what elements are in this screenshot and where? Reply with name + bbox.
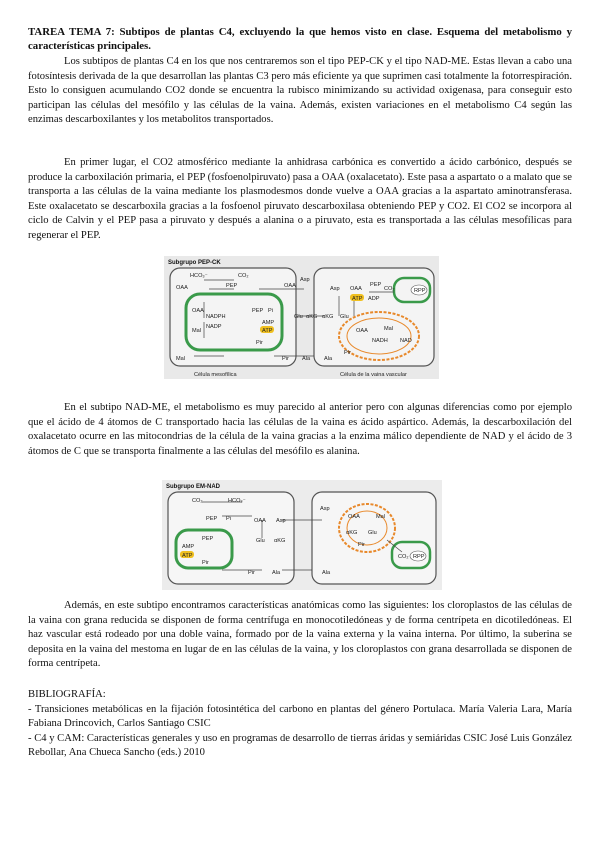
label-oaa-mito-2: OAA	[348, 514, 360, 520]
label-asp-2: Asp	[276, 518, 286, 524]
nadme-diagram-svg	[162, 480, 442, 590]
label-atp: ATP	[262, 328, 273, 334]
bibliography-heading: BIBLIOGRAFÍA:	[28, 689, 106, 700]
label-mal-mito: Mal	[384, 326, 394, 332]
label-asp: Asp	[300, 277, 310, 283]
diagram-heading: Subgrupo PEP-CK	[168, 260, 221, 266]
bibliography-entry: - Transiciones metabólicas en la fijación fotosintética del carbono en plantas del género Portulaca. María Valeria Lara, María Fabiana Drincovich, Carlos Santiago CSIC	[28, 703, 572, 730]
label-ala-bs-2: Ala	[322, 570, 331, 576]
pepck-diagram	[164, 256, 439, 379]
label-glu-bs: Glu	[340, 314, 349, 320]
bibliography	[28, 688, 572, 761]
label-nad: NAD	[400, 338, 412, 344]
label-ala-2: Ala	[272, 570, 281, 576]
bundle-sheath-cell-2	[312, 492, 436, 584]
label-oaa: OAA	[176, 285, 188, 291]
label-oaa-2b: OAA	[254, 518, 266, 524]
label-pep-chl-2: PEP	[202, 536, 214, 542]
label-atp-bs: ATP	[352, 296, 363, 302]
label-pi: Pi	[268, 308, 273, 314]
label-pir-2: Pir	[282, 356, 289, 362]
caption-sheath: Célula de la vaina vascular	[340, 372, 407, 378]
paragraph-intro: Los subtipos de plantas C4 en los que nos centraremos son el tipo PEP-CK y el tipo NAD-ME. Estas llevan a cabo una fotosíntesis derivada de la que desarrollan las plantas C3 pero más eficiente ya que suprimen casi totalmente la fotorrespiración. Esto lo consiguen acumulando CO2 donde se encuentra la rubisco minimizando su actividad oxigenasa, para conseguir esto participan las células del mesófilo y las células de la vaina. Además, existen variaciones en el metabolismo C4 según las enzimas descarboxilantes y los metabolitos transportados.	[28, 56, 572, 126]
label-oaa-2: OAA	[284, 283, 296, 289]
label-glu: Glu	[294, 314, 303, 320]
label-oaa-mito: OAA	[356, 328, 368, 334]
bibliography-entry: - C4 y CAM: Características generales y uso en programas de desarrollo de tierras áridas y semiáridas CSIC José Luis González Rebollar, Ana Chueca Sancho (eds.) 2010	[28, 732, 572, 759]
paragraph-pepck: En primer lugar, el CO2 atmosférico mediante la anhidrasa carbónica es convertido a ácido carbónico, después se produce la carboxilación primaria, el PEP (fosfoenolpiruvato) pasa a OAA (oxalacetato). Este pasa a aspartato o a malato que se transporta a las células de la vaina mediante los plasmodesmos donde vuelve a OAA gracias a la aspartato aminotransferasa. Este oxalacetato se descarboxila gracias a la fosfoenol piruvato descarboxilasa obteniendo PEP y CO2. El CO2 se incorpora al ciclo de Calvin y el PEP pasa a piruvato y después a alanina o a piruvato, esta es transportada a las células mesofílicas para regenerar el PEP.	[28, 157, 572, 241]
label-glu-2: Glu	[256, 538, 265, 544]
label-amp-2: AMP	[182, 544, 195, 550]
label-pep: PEP	[226, 283, 238, 289]
label-nadp: NADP	[206, 324, 222, 330]
label-ala-bs: Ala	[324, 356, 333, 362]
label-co2-2: CO₂	[192, 498, 203, 504]
label-pir-chl-2: Pir	[202, 560, 209, 566]
label-atp-2: ATP	[182, 553, 193, 559]
label-nadh: NADH	[372, 338, 388, 344]
label-pir-2b: Pir	[248, 570, 255, 576]
label-co2-bs-2: CO₂	[398, 554, 409, 560]
label-co2: CO₂	[238, 273, 249, 279]
label-asp-bs-2: Asp	[320, 506, 330, 512]
label-oaa-chl: OAA	[192, 308, 204, 314]
label-adp: ADP	[368, 296, 380, 302]
label-mal-mito-2: Mal	[376, 514, 386, 520]
caption-mesophyll: Célula mesofílica	[194, 372, 237, 378]
label-pep-bs: PEP	[370, 282, 382, 288]
label-pi-2: Pi	[226, 516, 231, 522]
label-pep-2: PEP	[206, 516, 218, 522]
label-pir-mito-2: Pir	[358, 542, 365, 548]
label-glu-bs-2: Glu	[368, 530, 377, 536]
label-pep-chl: PEP	[252, 308, 264, 314]
pepck-diagram-svg	[164, 256, 439, 379]
label-akg-2: αKG	[274, 538, 286, 544]
paragraph-nadme: En el subtipo NAD-ME, el metabolismo es muy parecido al anterior pero con algunas diferencias como por ejemplo que el ácido de 4 átomos de C transportado hacia las células de la vaina es ácido aspártico. Además, la descarboxilación del oxalacetato ocurre en las mitocondrias de la célula de la vaina gracias a la enzima málico dependiente de NAD y el ácido de 3 átomos de C que se transporta finalmente a las células del mesófilo es alanina.	[28, 402, 572, 457]
label-hco3: HCO₃⁻	[190, 273, 208, 279]
label-akg-bs-2: αKG	[346, 530, 358, 536]
label-ala: Ala	[302, 356, 311, 362]
label-oaa-bs: OAA	[350, 286, 362, 292]
label-rpp: RPP	[414, 288, 426, 294]
document-title: TAREA TEMA 7: Subtipos de plantas C4, excluyendo la que hemos visto en clase. Esquema del metabolismo y características principales.	[28, 26, 572, 52]
label-co2-bs: CO₂	[384, 286, 395, 292]
label-akg-bs: αKG	[322, 314, 334, 320]
label-mal: Mal	[192, 328, 202, 334]
label-asp-bs: Asp	[330, 286, 340, 292]
label-pir-mito: Pir	[344, 350, 351, 356]
label-amp: AMP	[262, 320, 275, 326]
paragraph-anatomy: Además, en este subtipo encontramos características anatómicas como las siguientes: los cloroplastos de las células de la vaina con grana reducida se disponen de forma centrífuga en monocotiledóneas y de forma centrípeta en dicotiledóneas. El haz vascular está rodeado por una doble vaina, formado por de la vaina externa y la vaina interna. Por último, la suberina se deposita en la vaina del mestoma en lugar de en las células de la vaina, y los cloroplastos con grana desarrollada se disponen de forma centrípeta.	[28, 600, 572, 670]
label-nadph: NADPH	[206, 314, 226, 320]
label-rpp-2: RPP	[413, 554, 425, 560]
label-akg: αKG	[306, 314, 318, 320]
label-hco3-2: HCO₃⁻	[228, 498, 246, 504]
label-pir: Pir	[256, 340, 263, 346]
diagram-heading-2: Subgrupo EM-NAD	[166, 484, 220, 490]
nadme-diagram	[162, 480, 442, 590]
label-mal-out: Mal	[176, 356, 186, 362]
